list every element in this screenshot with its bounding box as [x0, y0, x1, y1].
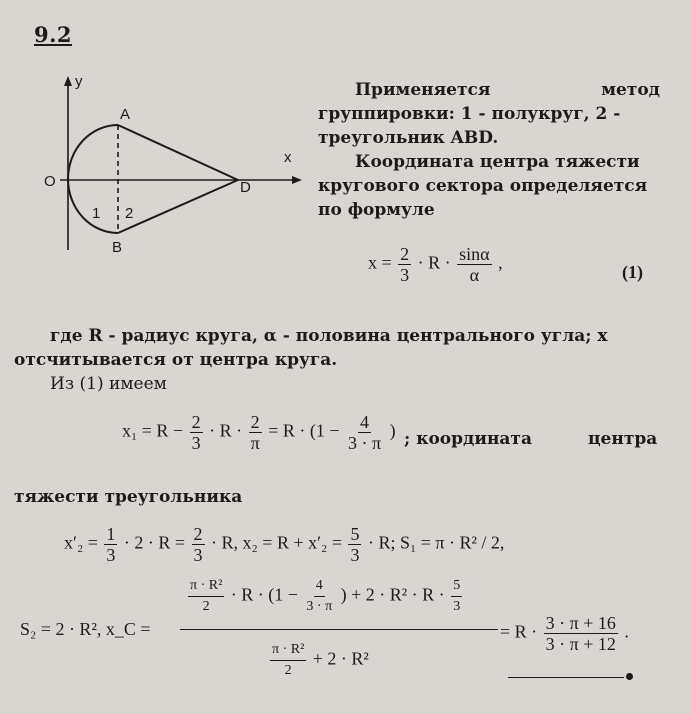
formula-4-result: = R · $\frac{3 \cdot \pi + 16}{3 \cdot \pi + 12}$ .	[500, 613, 629, 654]
text-line-7: где R - радиус круга, α - половина центрального угла; x	[50, 326, 608, 346]
formula-3: x′₂ = $\frac{1}{3}$ · 2 · R = $\frac{2}{3}$ · R, x₂ = R + x′₂ = $\frac{5}{3}$ · R; S₁ = π · R² / 2,	[64, 524, 505, 565]
text-line-10a: ; координата	[404, 429, 532, 449]
text-line-4: Координата центра тяжести	[355, 152, 640, 172]
text-line-3: треугольник ABD.	[318, 128, 499, 148]
formula-2: x₁ = R − $\frac{2}{3}$ · R · $\frac{2}{\pi}$ = R · (1 − $\frac{4}{3 \cdot \pi}$ )	[122, 412, 396, 453]
label-x: x	[284, 149, 292, 166]
answer-dot-icon	[626, 673, 633, 680]
label-region-1: 1	[92, 205, 101, 222]
f1-frac-a: $\frac{2}{3}$	[400, 244, 410, 285]
label-y: y	[75, 73, 83, 90]
problem-number: 9.2	[34, 22, 73, 47]
x-arrow-icon	[292, 176, 302, 184]
f1-mid: · R ·	[417, 252, 451, 273]
text-line-1	[355, 78, 660, 102]
text-line-9: Из (1) имеем	[50, 374, 167, 394]
y-arrow-icon	[64, 76, 72, 86]
equation-number: (1)	[622, 262, 643, 282]
text-line-1b: метод	[601, 80, 660, 100]
text-line-1a: Применяется	[355, 80, 491, 100]
f1-tail: ,	[498, 252, 503, 273]
formula-4-lhs: S₂ = 2 · R², x_C =	[20, 619, 151, 639]
text-line-10b: центра	[588, 429, 658, 449]
formula-1	[368, 244, 503, 285]
answer-underline	[508, 677, 624, 678]
label-region-2: 2	[125, 205, 134, 222]
text-line-2: группировки: 1 - полукруг, 2 -	[318, 104, 621, 124]
formula-4-numerator: $\frac{\text{π · R²}}{2}$ · R · (1 − $\frac{4}{3 \cdot \pi}$ ) + 2 · R² · R · $\frac{5}{3}$	[190, 578, 461, 614]
text-line-11: тяжести треугольника	[14, 487, 243, 507]
label-A: A	[120, 106, 131, 123]
label-B: B	[112, 239, 123, 256]
figure	[30, 70, 310, 260]
text-line-6: по формуле	[318, 200, 435, 220]
triangle-side-AD	[118, 125, 238, 180]
label-O: O	[44, 173, 56, 190]
label-D: D	[240, 179, 251, 196]
main-fraction-bar	[180, 629, 498, 630]
formula-4-denominator: $\frac{\text{π · R²}}{2}$ + 2 · R²	[272, 642, 369, 678]
f1-lhs: x =	[368, 252, 392, 273]
text-line-5: кругового сектора определяется	[318, 176, 648, 196]
f1-frac-b: $\frac{\sin\alpha}{\alpha}$	[459, 244, 490, 285]
text-line-8: отсчитывается от центра круга.	[14, 350, 338, 370]
triangle-side-BD	[118, 180, 238, 233]
